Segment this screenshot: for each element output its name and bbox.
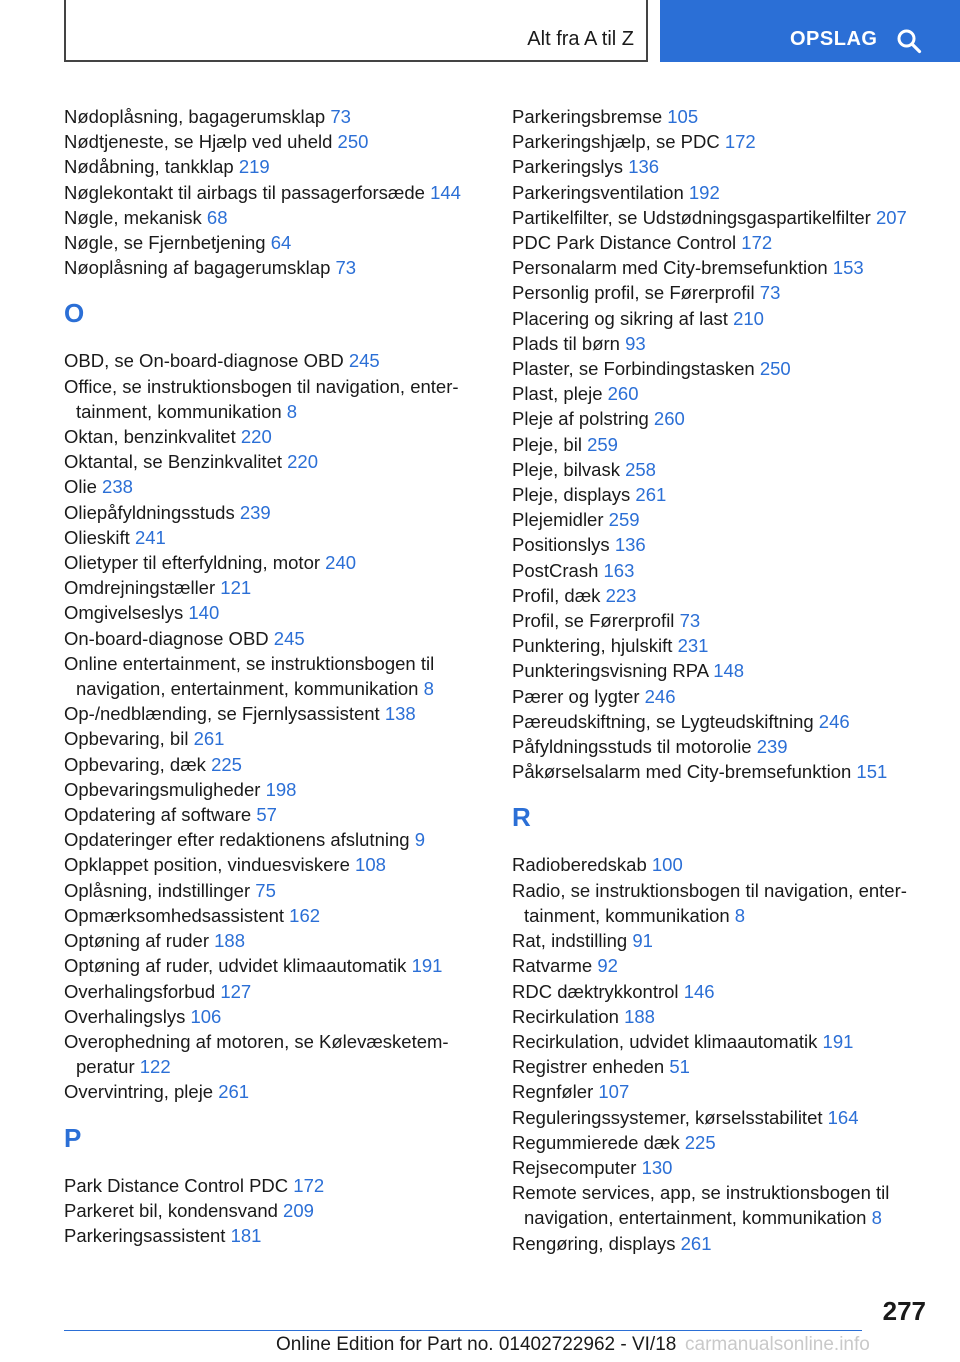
index-entry (512, 255, 932, 280)
lookup-button[interactable] (660, 0, 960, 62)
index-page-link[interactable]: 140 (188, 602, 220, 624)
index-entry (512, 928, 932, 953)
index-page-link[interactable]: 75 (255, 879, 276, 901)
index-entry (64, 802, 484, 827)
index-page-link[interactable]: 250 (337, 131, 369, 153)
index-entry-text: Opklappet position, vinduesviskere (64, 854, 356, 876)
index-entry-text: Nøgle, mekanisk (64, 206, 207, 228)
index-page-link[interactable]: 73 (335, 257, 357, 279)
index-entry (512, 457, 932, 482)
index-entry (64, 1173, 484, 1198)
index-entry (512, 1079, 932, 1104)
index-entry (512, 381, 932, 406)
index-entry-text: Oktantal, se Benzinkvalitet (64, 451, 288, 473)
index-entry-text: Parkeringshjælp, se PDC (512, 131, 725, 153)
index-page-link[interactable]: 209 (283, 1199, 314, 1221)
index-page-link[interactable]: 220 (287, 451, 319, 473)
index-entry-text: Opbevaringsmuligheder (64, 778, 266, 800)
index-entry-text: Omdrejningstæller (64, 577, 221, 599)
index-page-link[interactable]: 210 (733, 307, 764, 329)
index-entry (512, 507, 932, 532)
index-entry (512, 406, 932, 431)
index-page-link[interactable]: 91 (632, 930, 653, 952)
search-icon (896, 28, 922, 54)
index-entry-text: Office, se instruktionsbogen til navigation, entertainment, kommunikation (64, 375, 459, 422)
index-page-link[interactable]: 9 (414, 829, 425, 851)
index-entry (512, 1130, 932, 1155)
index-page-link[interactable]: 188 (624, 1005, 655, 1027)
index-entry (64, 852, 484, 877)
index-entry-text: Rengøring, displays (512, 1232, 681, 1254)
index-page-link[interactable]: 130 (641, 1156, 673, 1178)
index-entry (64, 1004, 484, 1029)
index-entry-text: On-board-diagnose OBD (64, 627, 274, 649)
index-entry-text: Opbevaring, bil (64, 728, 194, 750)
index-entry-text: Pæreudskiftning, se Lygteudskiftning (512, 710, 819, 732)
index-page-link[interactable]: 258 (625, 458, 656, 480)
index-entry-text: Reguleringssystemer, kørselsstabilitet (512, 1106, 828, 1128)
index-page-link[interactable]: 246 (818, 710, 850, 732)
index-page-link[interactable]: 57 (256, 804, 277, 826)
index-entry (64, 424, 484, 449)
index-entry-text: Punktering, hjulskift (512, 635, 678, 657)
index-entry (512, 979, 932, 1004)
index-page-link[interactable]: 144 (430, 181, 461, 203)
index-page-link[interactable]: 172 (293, 1174, 325, 1196)
index-entry (64, 449, 484, 474)
index-page-link[interactable]: 8 (423, 678, 434, 700)
index-page-link[interactable]: 51 (669, 1056, 690, 1078)
page-number: 277 (882, 1296, 926, 1326)
index-entry-text: PostCrash (512, 559, 604, 581)
index-page-link[interactable]: 8 (734, 904, 746, 926)
index-entry (512, 583, 932, 608)
index-entry-text: Oktan, benzinkvalitet (64, 426, 241, 448)
index-entry-text: Nødtjeneste, se Hjælp ved uheld (64, 131, 338, 153)
index-entry-text: Personlig profil, se Førerprofil (512, 282, 760, 304)
index-entry-text: Plaster, se Forbindingstasken (512, 358, 760, 380)
index-entry-text: RDC dæktrykkontrol (512, 980, 684, 1002)
index-entry-text: Radioberedskab (512, 854, 652, 876)
index-letter-heading: P (64, 1122, 82, 1153)
index-entry-text: Plejemidler (512, 509, 609, 531)
index-entry (64, 474, 484, 499)
index-entry (64, 651, 484, 701)
index-letter-heading: O (64, 298, 85, 329)
index-entry (512, 104, 932, 129)
index-entry (64, 777, 484, 802)
index-page-link[interactable]: 261 (680, 1232, 712, 1254)
index-entry (512, 658, 932, 683)
index-entry (64, 129, 484, 154)
index-entry (64, 550, 484, 575)
index-entry-text: Parkeret bil, kondensvand (64, 1199, 284, 1221)
index-page-link[interactable]: 8 (871, 1207, 882, 1229)
index-entry (512, 1231, 932, 1256)
index-entry-text: Pleje af polstring (512, 408, 654, 430)
index-entry-text: Parkeringsbremse (512, 106, 668, 127)
index-entry (512, 709, 932, 734)
index-entry-text: Pleje, bil (512, 433, 588, 455)
index-page-link[interactable]: 100 (651, 854, 683, 876)
index-page-link[interactable]: 148 (713, 660, 745, 682)
index-page-link[interactable]: 8 (286, 400, 298, 422)
index-entry-text: Placering og sikring af last (512, 307, 734, 329)
index-page-link[interactable]: 191 (411, 955, 443, 977)
index-page-link[interactable]: 73 (330, 106, 351, 127)
index-page-link[interactable]: 136 (628, 156, 660, 178)
index-page-link[interactable]: 108 (355, 854, 386, 876)
index-page-link[interactable]: 225 (684, 1131, 716, 1153)
index-entry (64, 979, 484, 1004)
index-page-link[interactable]: 250 (759, 358, 791, 380)
index-page-link[interactable]: 261 (193, 728, 225, 750)
index-page-link[interactable]: 207 (875, 206, 907, 228)
index-page-link[interactable]: 106 (190, 1005, 222, 1027)
index-page-link[interactable]: 245 (348, 350, 380, 372)
index-page-link[interactable]: 198 (265, 778, 297, 800)
index-entry (64, 500, 484, 525)
index-entry-text: Parkeringsventilation (512, 181, 689, 203)
index-entry (64, 1223, 484, 1248)
index-entry-text: Rejsecomputer (512, 1156, 642, 1178)
index-entry (512, 1029, 932, 1054)
index-entry-text: Optøning af ruder, udvidet klimaautomatik (64, 955, 412, 977)
index-entry-text: Parkeringslys (512, 156, 629, 178)
index-entry (512, 734, 932, 759)
section-label: Alt fra A til Z (527, 28, 634, 50)
index-page-link[interactable]: 181 (230, 1224, 262, 1246)
index-page-link[interactable]: 220 (240, 426, 272, 448)
index-page-link[interactable]: 73 (759, 282, 781, 304)
index-entry (64, 1079, 484, 1104)
index-entry (64, 525, 484, 550)
index-entry-text: Olieskift (64, 526, 135, 548)
index-entry-text: Profil, dæk (512, 584, 606, 606)
index-page-link[interactable]: 223 (605, 584, 637, 606)
index-entry-text: Pleje, displays (512, 484, 636, 506)
index-entry-text: Registrer enheden (512, 1056, 670, 1078)
index-entry-text: Positionslys (512, 534, 615, 556)
index-entry-text: Opmærksomhedsassistent (64, 904, 290, 926)
index-page-link[interactable]: 138 (384, 703, 416, 725)
index-entry (64, 752, 484, 777)
index-entry (512, 154, 932, 179)
index-entry-text: Rat, indstilling (512, 930, 633, 952)
index-entry (64, 1029, 484, 1079)
index-page-link[interactable]: 107 (598, 1081, 630, 1103)
index-entry-text: Overvintring, pleje (64, 1081, 219, 1103)
index-entry (64, 953, 484, 978)
edition-footer: Online Edition for Part no. 01402722962 - VI/18 (276, 1334, 677, 1355)
index-entry-text: Opdateringer efter redaktionens afslutning (64, 829, 415, 851)
index-entry (64, 1198, 484, 1223)
index-entry-text: Oplåsning, indstillinger (64, 879, 256, 901)
index-page-link[interactable]: 245 (273, 627, 305, 649)
index-page-link[interactable]: 231 (677, 635, 709, 657)
index-entry-text: Pleje, bilvask (512, 458, 626, 480)
index-entry (64, 180, 484, 205)
index-entry (64, 827, 484, 852)
index-entry-text: Recirkulation (512, 1005, 625, 1027)
index-entry (64, 255, 484, 280)
index-page-link[interactable]: 121 (220, 577, 252, 599)
index-page-link[interactable]: 92 (597, 955, 618, 977)
index-entry (512, 633, 932, 658)
index-entry-text: Profil, se Førerprofil (512, 610, 680, 632)
index-entry (64, 230, 484, 255)
index-entry (512, 1004, 932, 1029)
index-entry (512, 1155, 932, 1180)
index-entry (512, 306, 932, 331)
index-entry (64, 878, 484, 903)
index-entry-text: PDC Park Distance Control (512, 232, 742, 254)
index-entry (512, 532, 932, 557)
index-page-link[interactable]: 172 (741, 232, 773, 254)
index-entry-text: Påkørselsalarm med City-bremsefunktion (512, 761, 857, 783)
index-page-link[interactable]: 164 (827, 1106, 859, 1128)
index-page-link[interactable]: 93 (625, 332, 646, 354)
index-entry-text: Partikelfilter, se Udstødningsgaspartikelfilter (512, 206, 876, 228)
index-page-link[interactable]: 260 (607, 383, 639, 405)
index-page-link[interactable]: 68 (206, 206, 228, 228)
lookup-label: OPSLAG (790, 28, 878, 50)
index-page-link[interactable]: 259 (608, 509, 640, 531)
index-entry (512, 558, 932, 583)
index-entry (512, 280, 932, 305)
index-entry-text: Online entertainment, se instruktionsbogen til navigation, entertainment, kommunikation (64, 652, 435, 700)
index-entry-text: Optøning af ruder (64, 930, 215, 952)
index-entry-text: Plast, pleje (512, 383, 608, 405)
index-entry-text: Omgivelseslys (64, 602, 189, 624)
index-entry (64, 348, 484, 373)
index-entry (64, 928, 484, 953)
index-entry-text: Ratvarme (512, 955, 598, 977)
index-column-right (512, 104, 932, 1256)
index-entry (512, 1054, 932, 1079)
index-entry (512, 331, 932, 356)
index-entry (512, 180, 932, 205)
index-page-link[interactable]: 127 (220, 980, 252, 1002)
index-page-link[interactable]: 162 (289, 904, 321, 926)
index-entry-text: Plads til børn (512, 332, 626, 354)
index-entry (512, 230, 932, 255)
index-entry (512, 205, 932, 230)
index-entry-text: Opbevaring, dæk (64, 753, 212, 775)
index-entry (512, 608, 932, 633)
index-entry-text: Recirkulation, udvidet klimaautomatik (512, 1030, 823, 1052)
index-page-link[interactable]: 151 (856, 761, 888, 783)
index-page-link[interactable]: 259 (587, 433, 618, 455)
index-page-link[interactable]: 172 (724, 131, 756, 153)
index-entry-text: Personalarm med City-bremsefunktion (512, 257, 833, 279)
index-entry (64, 154, 484, 179)
index-entry (512, 684, 932, 709)
index-entry (512, 432, 932, 457)
index-entry (64, 205, 484, 230)
index-entry-text: OBD, se On-board-diagnose OBD (64, 350, 349, 372)
index-page-link[interactable]: 246 (644, 685, 676, 707)
index-entry-text: Pærer og lygter (512, 685, 645, 707)
index-entry-text: Op-/nedblænding, se Fjernlysassistent (64, 703, 385, 725)
index-column-left (64, 104, 484, 1248)
index-letter-heading: R (512, 802, 531, 833)
index-page-link[interactable]: 105 (667, 106, 699, 127)
index-page-link[interactable]: 261 (635, 484, 667, 506)
index-entry (512, 852, 932, 877)
index-entry-text: Overhalingsforbud (64, 980, 221, 1002)
index-entry (64, 701, 484, 726)
index-entry (512, 759, 932, 784)
section-tab[interactable] (64, 0, 648, 62)
index-entry (64, 626, 484, 651)
index-page-link[interactable]: 240 (325, 552, 357, 574)
index-entry-text: Nødoplåsning, bagagerumsklap (64, 106, 331, 127)
index-entry (512, 1105, 932, 1130)
index-page-link[interactable]: 146 (683, 980, 715, 1002)
index-entry-text: Oliepåfyldningsstuds (64, 501, 240, 523)
index-entry (512, 878, 932, 928)
index-entry-text: Nøoplåsning af bagagerumsklap (64, 257, 336, 279)
index-entry (512, 1180, 932, 1230)
index-page-link[interactable]: 192 (688, 181, 720, 203)
index-page-link[interactable]: 73 (679, 610, 701, 632)
footer-divider (64, 1330, 862, 1331)
index-entry-text: Olietyper til efterfyldning, motor (64, 552, 326, 574)
index-page-link[interactable]: 261 (218, 1081, 250, 1103)
index-page-link[interactable]: 241 (134, 526, 166, 548)
index-page-link[interactable]: 188 (214, 930, 246, 952)
index-entry-text: Overhalingslys (64, 1005, 191, 1027)
index-entry (64, 374, 484, 424)
index-page-link[interactable]: 153 (832, 257, 864, 279)
index-page-link[interactable]: 163 (603, 559, 635, 581)
index-page-link[interactable]: 64 (270, 232, 292, 254)
index-entry-text: Nøglekontakt til airbags til passagerforsæde (64, 181, 431, 203)
index-entry-text: Park Distance Control PDC (64, 1174, 294, 1196)
index-entry (64, 104, 484, 129)
index-entry-text: Opdatering af software (64, 804, 257, 826)
index-page-link[interactable]: 239 (239, 501, 271, 523)
index-page-link[interactable]: 225 (211, 753, 242, 775)
index-entry-text: Nødåbning, tankklap (64, 156, 239, 178)
index-page-link[interactable]: 122 (139, 1056, 171, 1078)
index-entry-text: Parkeringsassistent (64, 1224, 231, 1246)
index-page-link[interactable]: 219 (238, 156, 270, 178)
index-entry (64, 726, 484, 751)
index-entry-text: Radio, se instruktionsbogen til navigation, entertainment, kommunikation (512, 879, 907, 926)
index-page-link[interactable]: 191 (822, 1030, 854, 1052)
index-entry (64, 600, 484, 625)
index-page-link[interactable]: 260 (653, 408, 685, 430)
index-entry (512, 953, 932, 978)
index-page-link[interactable]: 136 (614, 534, 646, 556)
index-page-link[interactable]: 238 (102, 476, 133, 498)
index-entry (512, 129, 932, 154)
index-entry-text: Regummierede dæk (512, 1131, 685, 1153)
index-page-link[interactable]: 239 (756, 736, 788, 758)
watermark: carmanualsonline.info (685, 1334, 870, 1355)
index-entry-text: Olie (64, 476, 103, 498)
index-entry-text: Overophedning af motoren, se Kølevæsketemperatur (64, 1030, 449, 1078)
index-entry-text: Nøgle, se Fjernbetjening (64, 232, 271, 254)
index-entry (512, 356, 932, 381)
index-entry-text: Regnføler (512, 1081, 599, 1103)
index-entry-text: Punkteringsvisning RPA (512, 660, 714, 682)
index-entry (64, 575, 484, 600)
index-entry-text: Påfyldningsstuds til motorolie (512, 736, 757, 758)
index-entry (512, 482, 932, 507)
index-entry-text: Remote services, app, se instruktionsbogen til navigation, entertainment, kommunikation (512, 1182, 890, 1229)
index-entry (64, 903, 484, 928)
